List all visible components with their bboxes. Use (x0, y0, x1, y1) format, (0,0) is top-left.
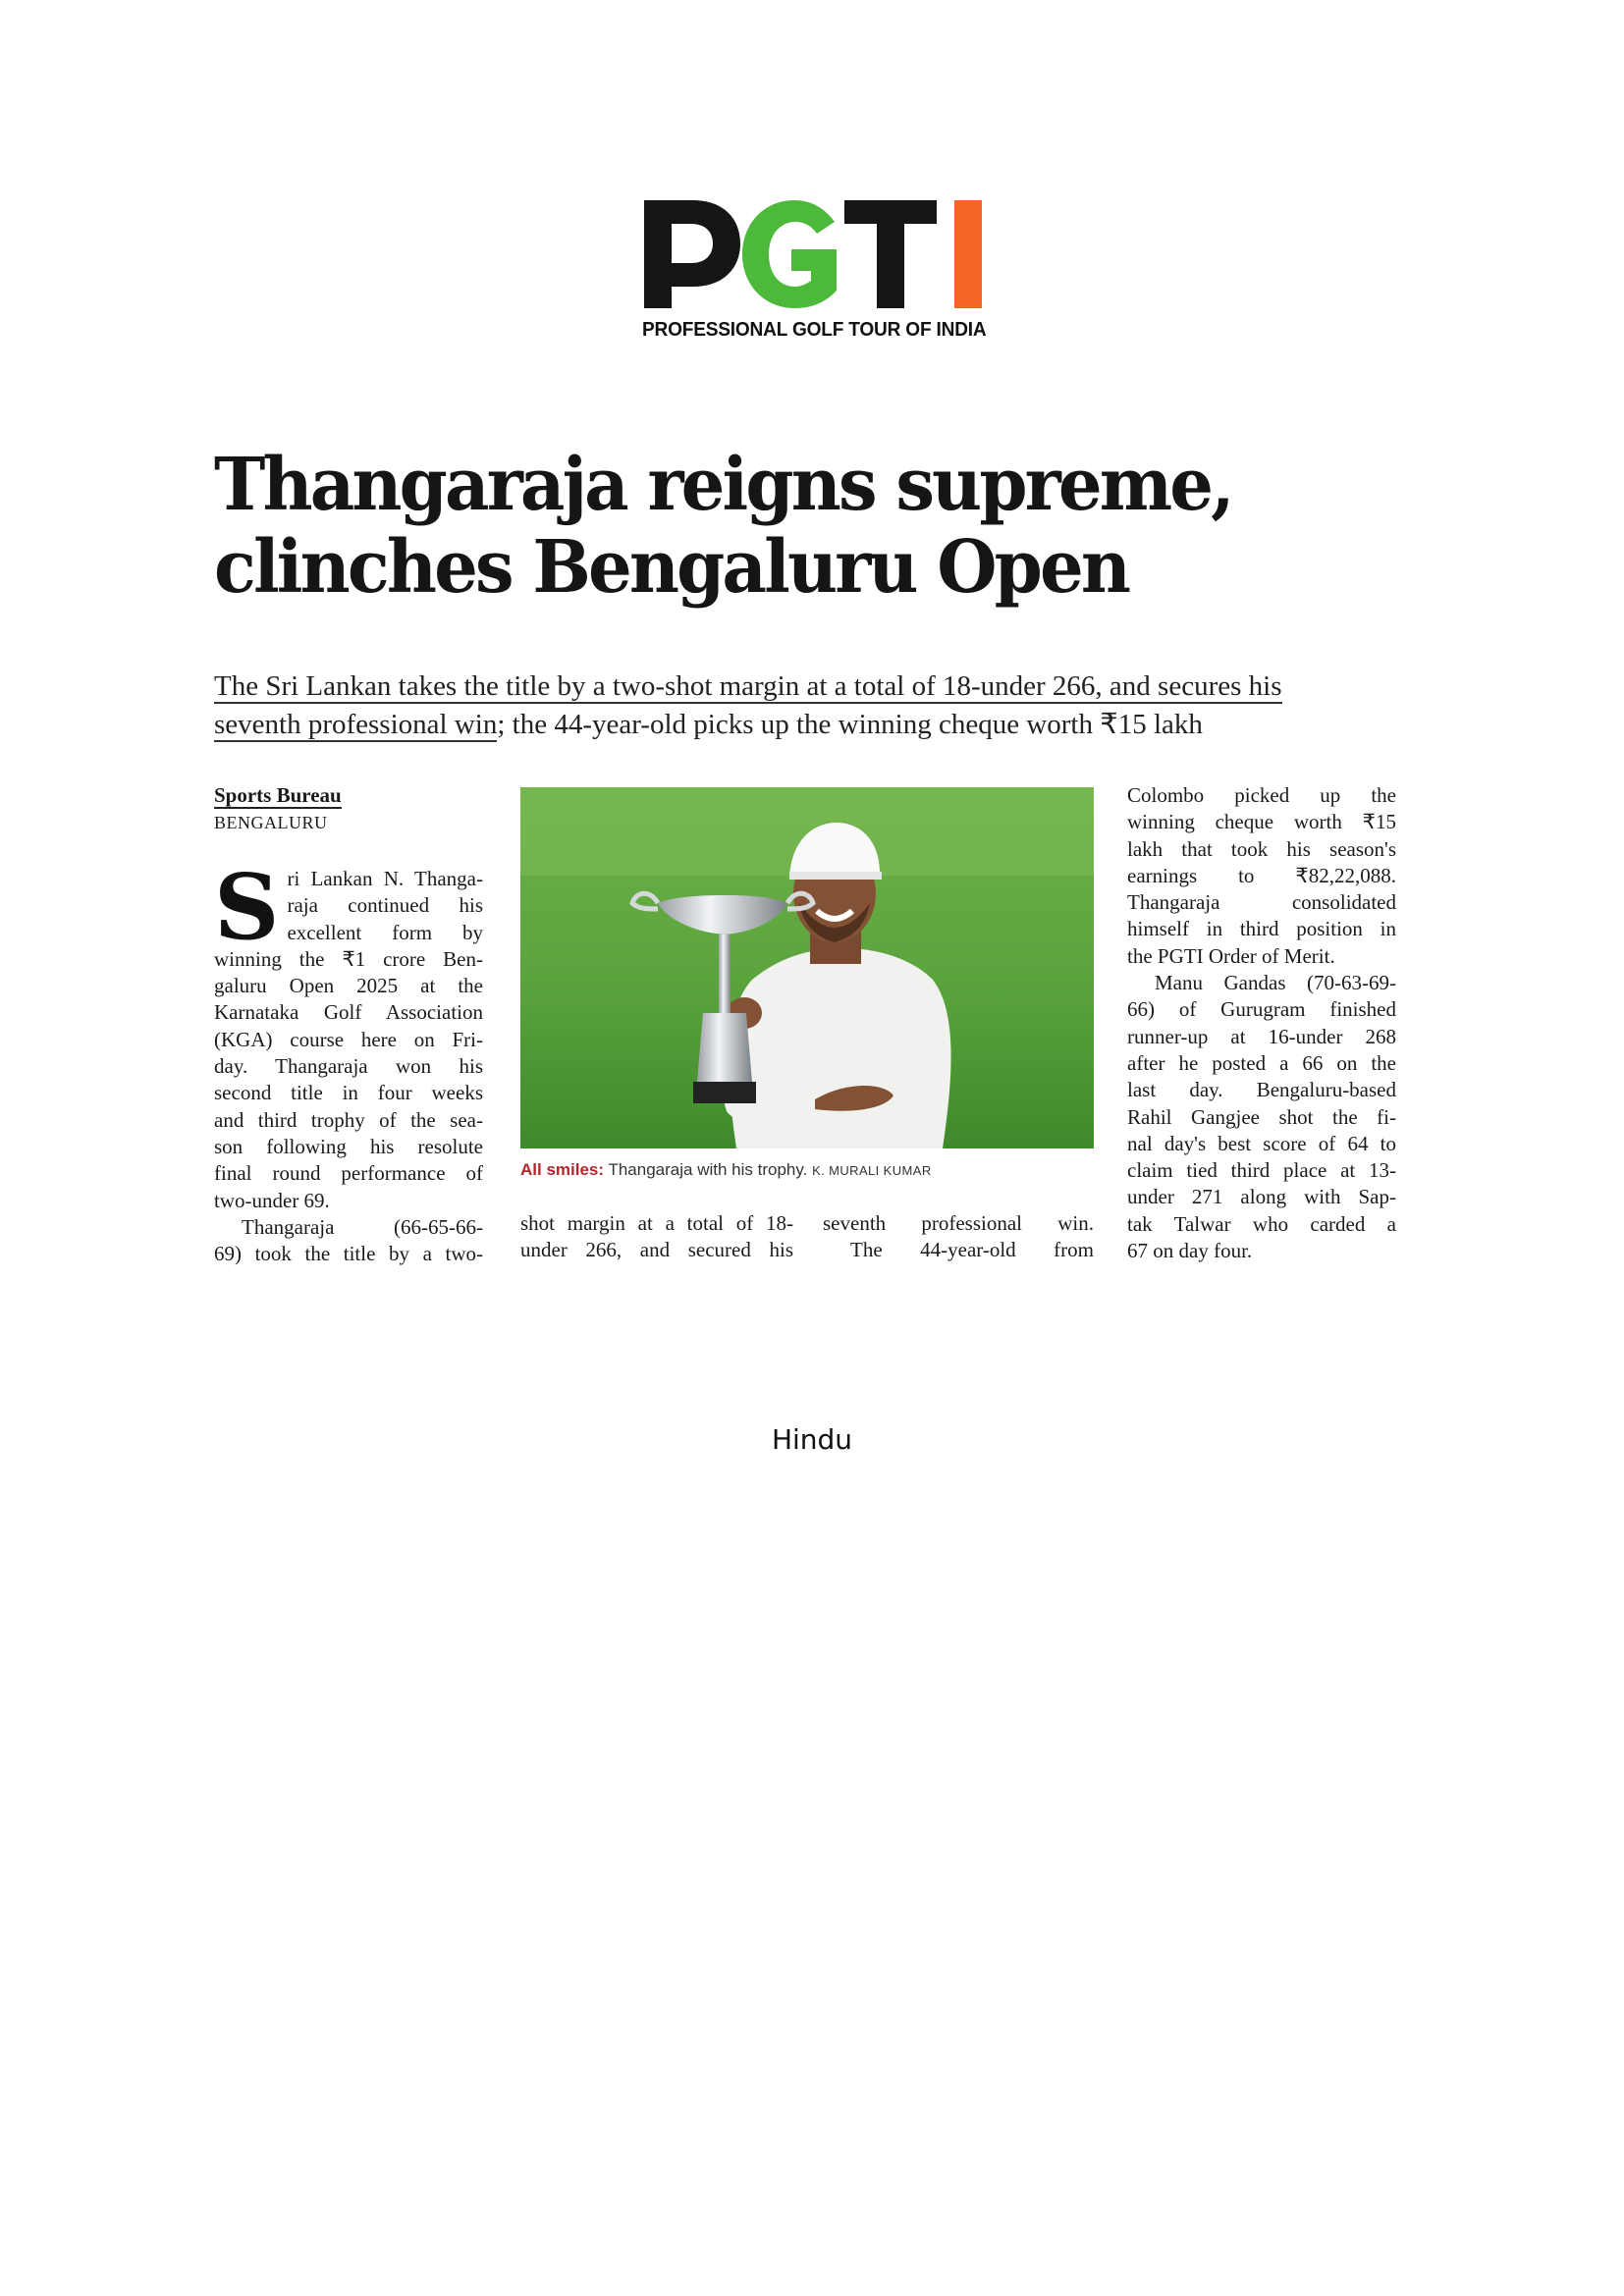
text-line: Thangaraja consolidated (1127, 890, 1396, 915)
text-line: after he posted a 66 on the (1127, 1050, 1396, 1075)
body-column-3 (823, 1210, 1094, 1264)
logo-letter-p (644, 200, 740, 308)
text-line: shot margin at a total of 18- (520, 1211, 793, 1235)
text-line: Karnataka Golf Association (214, 1000, 483, 1025)
deck-line-1: The Sri Lankan takes the title by a two-shot margin at a total of 18-under 266, and secures his (214, 670, 1282, 702)
body-column-4 (1127, 782, 1396, 1264)
byline: Sports Bureau (214, 783, 342, 807)
pgti-logo-letters (642, 192, 992, 310)
photo-credit: K. MURALI KUMAR (812, 1163, 932, 1178)
text-line: Colombo picked up the (1127, 783, 1396, 807)
text-line: claim tied third place at 13- (1127, 1158, 1396, 1183)
text-line: ri Lankan N. Thanga- (287, 867, 483, 890)
text-line: 69) took the title by a two- (214, 1242, 483, 1266)
dateline: BENGALURU (214, 813, 328, 832)
trophy-photo (520, 787, 1094, 1148)
text-line: raja continued his (287, 893, 483, 918)
text-line: two-under 69. (214, 1188, 330, 1212)
text-line: 67 on day four. (1127, 1239, 1253, 1263)
text-line: tak Talwar who carded a (1127, 1211, 1396, 1236)
body-column-2 (520, 1210, 793, 1264)
text-line: day. Thangaraja won his (214, 1054, 483, 1079)
source-label: Hindu (771, 1423, 853, 1456)
text-line: (KGA) course here on Fri- (214, 1027, 483, 1051)
text-line: final round performance of (214, 1161, 483, 1186)
photo-caption (520, 1160, 932, 1180)
text-line: The 44-year-old from (850, 1238, 1094, 1262)
caption-text: Thangaraja with his trophy. (608, 1160, 808, 1179)
headline (214, 444, 1392, 609)
text-line: galuru Open 2025 at the (214, 974, 483, 998)
headline-line-2: clinches Bengaluru Open (214, 525, 1129, 610)
text-line: last day. Bengaluru-based (1127, 1078, 1396, 1102)
text-line: excellent form by (287, 920, 483, 944)
logo-letter-t (844, 200, 937, 308)
headline-line-1: Thangaraja reigns supreme, (214, 443, 1232, 527)
logo-letter-g (742, 200, 837, 308)
text-line: the PGTI Order of Merit. (1127, 943, 1335, 968)
text-line: under 271 along with Sap- (1127, 1185, 1396, 1209)
caption-label: All smiles: (520, 1160, 605, 1179)
text-line: himself in third position in (1127, 917, 1396, 941)
text-line: Rahil Gangjee shot the fi- (1127, 1104, 1396, 1129)
text-line: 66) of Gurugram finished (1127, 997, 1396, 1022)
text-line: runner-up at 16-under 268 (1127, 1024, 1396, 1048)
logo-tagline: PROFESSIONAL GOLF TOUR OF INDIA (642, 318, 987, 341)
text-line: son following his resolute (214, 1134, 483, 1158)
text-line: Manu Gandas (70-63-69- (1155, 971, 1396, 995)
text-line: nal day's best score of 64 to (1127, 1131, 1396, 1155)
drop-cap: S (214, 854, 280, 960)
logo-letter-i (954, 200, 982, 308)
text-line: seventh professional win. (823, 1211, 1094, 1235)
text-line: winning cheque worth ₹15 (1127, 810, 1396, 834)
text-line: and third trophy of the sea- (214, 1107, 483, 1132)
pgti-logo (642, 192, 992, 349)
text-line: lakh that took his season's (1127, 836, 1396, 861)
deck (214, 667, 1343, 744)
text-line: under 266, and secured his (520, 1238, 793, 1262)
text-line: Thangaraja (66-65-66- (242, 1214, 483, 1239)
deck-line-2: seventh professional win; the 44-year-old picks up the winning cheque worth ₹15 lakh (214, 709, 1203, 740)
text-line: earnings to ₹82,22,088. (1127, 863, 1396, 887)
text-line: winning the ₹1 crore Ben- (214, 946, 483, 971)
body-column-1 (214, 854, 483, 1267)
text-line: second title in four weeks (214, 1081, 483, 1105)
photo-illustration (520, 787, 1094, 1148)
